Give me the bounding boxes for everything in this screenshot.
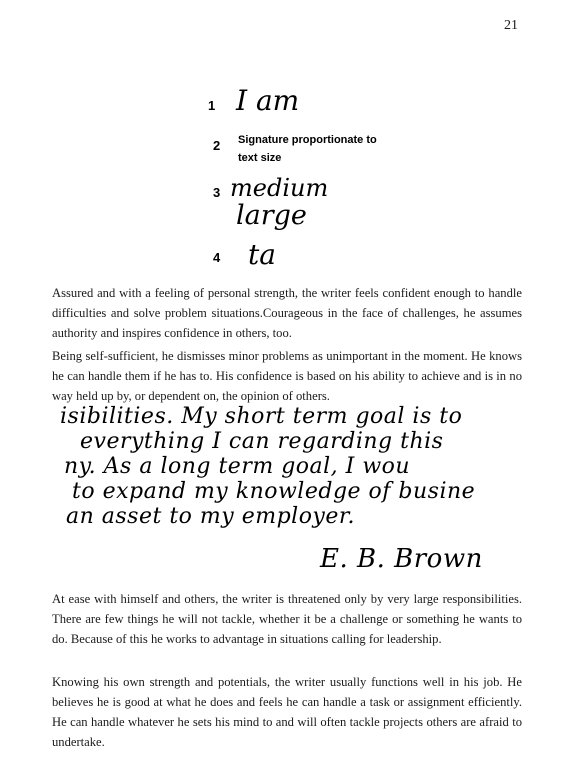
- handwriting-medium: medium: [230, 174, 329, 202]
- paragraph-3: At ease with himself and others, the writer is threatened only by very large responsibilities. There are few things he will not tackle, whether it be a challenge or something he wants to do. Because of this he works to advantage in situations calling for leadership.: [52, 592, 522, 646]
- handwriting-sample: [52, 402, 522, 582]
- handwriting-line-4: to expand my knowledge of busine: [72, 479, 476, 504]
- sample-label-4: 4: [213, 250, 221, 265]
- handwriting-line-1: isibilities. My short term goal is to: [60, 404, 463, 429]
- sample-label-1: 1: [208, 98, 216, 113]
- handwriting-line-2: everything I can regarding this: [80, 429, 444, 454]
- signature-note: Signature proportionate to text size: [238, 134, 377, 164]
- handwriting-i-am: I am: [236, 84, 300, 117]
- page-number: 21: [504, 18, 518, 33]
- sample-label-3: 3: [213, 185, 221, 200]
- paragraph-4: Knowing his own strength and potentials, the writer usually functions well in his job. He believes he is good at what he does and feels he can handle a task or assignment efficiently. He can handle whatever he sets his mind to and will often tackle projects others are afraid to undertake.: [52, 675, 522, 749]
- signature: E. B. Brown: [320, 544, 483, 574]
- sample-label-2: 2: [213, 138, 221, 153]
- handwriting-large: large: [236, 200, 307, 231]
- paragraph-2: Being self-sufficient, he dismisses minor problems as unimportant in the moment. He knows he can handle them if he has to. His confidence is based on his ability to achieve and is in no way held up by, or dependent on, the opinion of others.: [52, 349, 522, 403]
- handwriting-line-3: ny. As a long term goal, I wou: [64, 454, 411, 479]
- paragraph-1: Assured and with a feeling of personal strength, the writer feels confident enough to handle difficulties and solve problem situations.Courageous in the face of challenges, he assumes authority and inspires confidence in others, too.: [52, 286, 522, 340]
- handwriting-line-5: an asset to my employer.: [66, 504, 355, 529]
- handwriting-ta: ta: [248, 238, 276, 271]
